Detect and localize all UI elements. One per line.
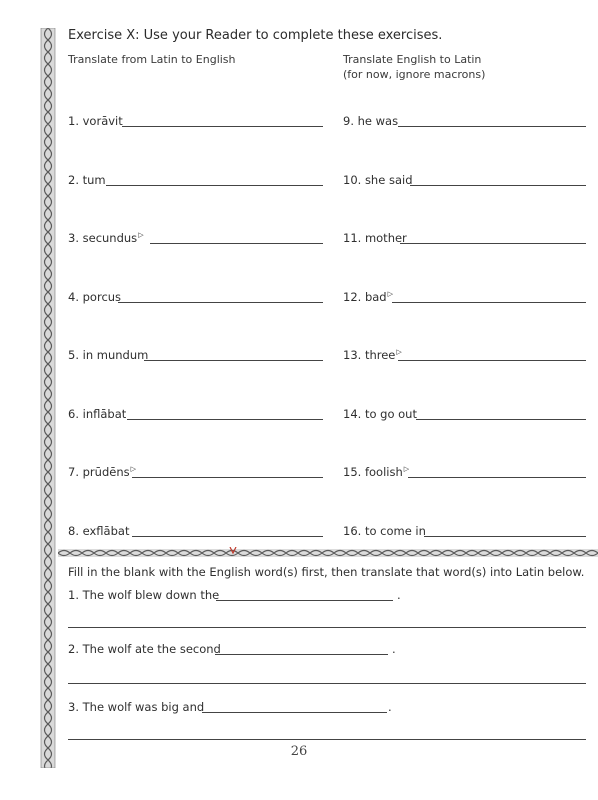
answer-blank[interactable] bbox=[127, 419, 323, 420]
item-label: 16. to come in bbox=[343, 524, 426, 538]
latin-item-4 bbox=[68, 290, 122, 304]
answer-blank[interactable] bbox=[106, 185, 323, 186]
answer-blank[interactable] bbox=[408, 477, 586, 478]
sentence-3-latin-line[interactable] bbox=[68, 739, 586, 740]
item-label: 5. in mundum bbox=[68, 348, 149, 362]
english-item-14 bbox=[343, 407, 418, 421]
latin-item-8 bbox=[68, 524, 130, 538]
answer-blank[interactable] bbox=[144, 360, 323, 361]
answer-blank[interactable] bbox=[122, 126, 323, 127]
item-label: 8. exflābat bbox=[68, 524, 130, 538]
latin-item-6 bbox=[68, 407, 127, 421]
sentence-1: 1. The wolf blew down the bbox=[68, 588, 220, 602]
right-column-subheader: (for now, ignore macrons) bbox=[343, 68, 486, 81]
right-column-header: Translate English to Latin bbox=[343, 53, 482, 66]
answer-blank[interactable] bbox=[132, 536, 323, 537]
latin-item-5 bbox=[68, 348, 149, 362]
answer-blank[interactable] bbox=[410, 185, 586, 186]
sentence-1-blank[interactable] bbox=[216, 600, 393, 601]
item-label: 7. prūdēns bbox=[68, 465, 130, 479]
answer-blank[interactable] bbox=[400, 243, 586, 244]
english-item-15 bbox=[343, 465, 409, 479]
page-number: 26 bbox=[290, 744, 308, 759]
english-item-12 bbox=[343, 290, 393, 304]
answer-blank[interactable] bbox=[132, 477, 323, 478]
review-marker-icon: ▷ bbox=[138, 231, 144, 239]
latin-item-3 bbox=[68, 231, 144, 245]
item-label: 9. he was bbox=[343, 114, 399, 128]
review-marker-icon: ▷ bbox=[403, 465, 410, 473]
sentence-2-latin-line[interactable] bbox=[68, 683, 586, 684]
sentence-2-period: . bbox=[392, 642, 396, 656]
left-braid-border bbox=[38, 28, 58, 768]
horizontal-braid-divider bbox=[58, 547, 598, 559]
review-marker-icon: ▷ bbox=[396, 348, 402, 356]
review-marker-icon: ▷ bbox=[130, 465, 136, 473]
answer-blank[interactable] bbox=[398, 126, 586, 127]
english-item-10 bbox=[343, 173, 414, 187]
item-label: 14. to go out bbox=[343, 407, 417, 421]
exercise-title: Exercise X: Use your Reader to complete these exercises. bbox=[68, 28, 443, 43]
item-label: 11. mother bbox=[343, 231, 407, 245]
answer-blank[interactable] bbox=[118, 302, 323, 303]
left-column-header: Translate from Latin to English bbox=[68, 53, 236, 66]
item-label: 12. bad bbox=[343, 290, 387, 304]
sentence-1-period: . bbox=[397, 588, 401, 602]
item-label: 4. porcus bbox=[68, 290, 122, 304]
sentence-1-latin-line[interactable] bbox=[68, 627, 586, 628]
item-label: 15. foolish bbox=[343, 465, 403, 479]
review-marker-icon: ▷ bbox=[387, 290, 393, 298]
answer-blank[interactable] bbox=[150, 243, 323, 244]
answer-blank[interactable] bbox=[416, 419, 586, 420]
item-label: 13. three bbox=[343, 348, 396, 362]
answer-blank[interactable] bbox=[392, 302, 586, 303]
sentence-3: 3. The wolf was big and bbox=[68, 700, 205, 714]
sentence-3-period: . bbox=[388, 700, 392, 714]
item-label: 3. secundus bbox=[68, 231, 138, 245]
item-label: 2. tum bbox=[68, 173, 106, 187]
english-item-9 bbox=[343, 114, 399, 128]
item-label: 6. inflābat bbox=[68, 407, 127, 421]
sentence-2-blank[interactable] bbox=[215, 654, 388, 655]
latin-item-2 bbox=[68, 173, 107, 187]
english-item-11 bbox=[343, 231, 408, 245]
english-item-16 bbox=[343, 524, 427, 538]
item-label: 1. vorāvit bbox=[68, 114, 123, 128]
sentence-3-blank[interactable] bbox=[202, 712, 387, 713]
latin-item-1 bbox=[68, 114, 124, 128]
english-item-13 bbox=[343, 348, 402, 362]
answer-blank[interactable] bbox=[398, 360, 586, 361]
sentence-2: 2. The wolf ate the second bbox=[68, 642, 221, 656]
latin-item-7 bbox=[68, 465, 136, 479]
answer-blank[interactable] bbox=[424, 536, 586, 537]
item-label: 10. she said bbox=[343, 173, 413, 187]
fill-in-instruction: Fill in the blank with the English word(s) first, then translate that word(s) into Latin below. bbox=[68, 565, 585, 579]
